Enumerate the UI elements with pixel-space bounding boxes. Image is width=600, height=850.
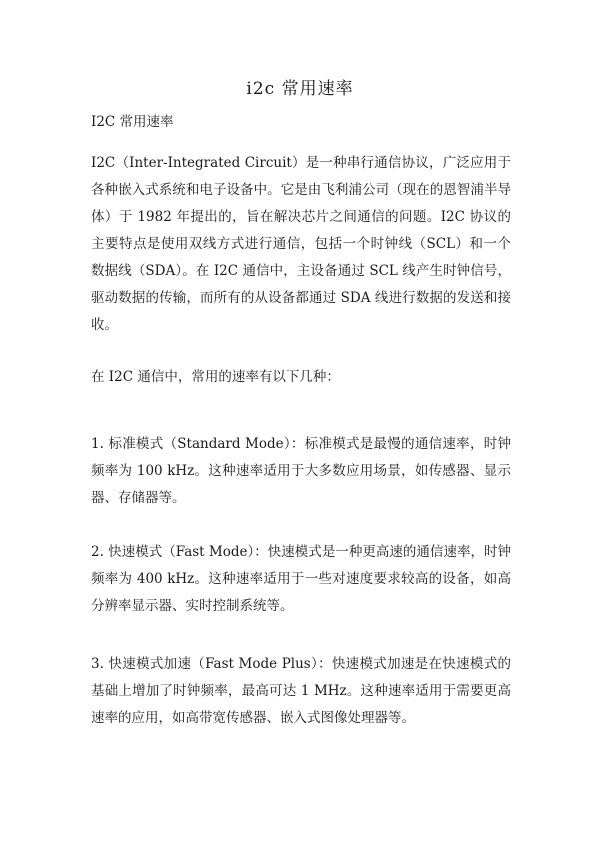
paragraph-fast-mode-plus: 3. 快速模式加速（Fast Mode Plus）：快速模式加速是在快速模式的基础上增加了时钟频率，最高可达 1 MHz。这种速率适用于需要更高速率的应用，如高带宽传感器、嵌入式图像处理器等。 bbox=[91, 656, 511, 726]
section-heading: I2C 常用速率 bbox=[91, 114, 174, 130]
paragraph-intro: I2C（Inter-Integrated Circuit）是一种串行通信协议，广泛应用于各种嵌入式系统和电子设备中。它是由飞利浦公司（现在的恩智浦半导体）于 1982 年提出的，旨在解决芯片之间通信的问题。I2C 协议的主要特点是使用双线方式进行通信，包括一个时钟线（SCL）和一个数据线（SDA）。在 I2C 通信中，主设备通过 SCL 线产生时钟信号，驱动数据的传输，而所有的从设备都通过 SDA 线进行数据的发送和接收。 bbox=[91, 155, 511, 333]
paragraph-standard-mode: 1. 标准模式（Standard Mode）：标准模式是最慢的通信速率，时钟频率为 100 kHz。这种速率适用于大多数应用场景，如传感器、显示器、存储器等。 bbox=[91, 436, 511, 506]
paragraph-rates-lead: 在 I2C 通信中，常用的速率有以下几种： bbox=[91, 369, 340, 385]
paragraph-fast-mode: 2. 快速模式（Fast Mode）：快速模式是一种更高速的通信速率，时钟频率为 400 kHz。这种速率适用于一些对速度要求较高的设备，如高分辨率显示器、实时控制系统等。 bbox=[91, 544, 511, 614]
page-title: i2c 常用速率 bbox=[246, 79, 354, 99]
